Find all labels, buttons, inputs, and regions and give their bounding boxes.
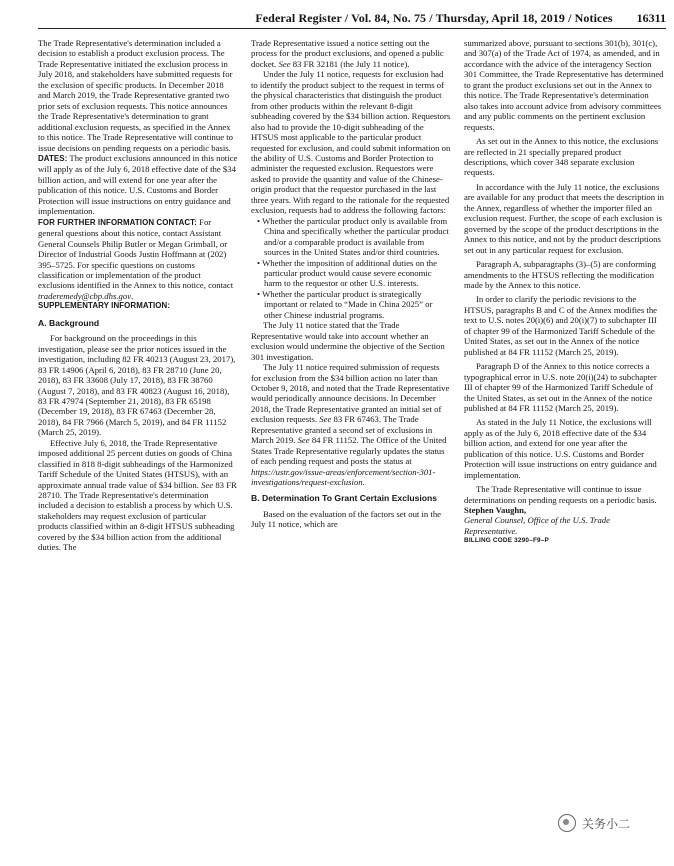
column-2 xyxy=(251,38,451,830)
paragraph: The Trade Representative's determination included a decision to establish a product exclusion process. The Trade Representative initiated the exclusion process in July 2018, and stakeholders have submitted requests for the exclusion of specific products. In December 2018 and March 2019, the Trade Representative granted two prior sets of exclusion requests. This notice announces the Trade Representative's determination to grant additional exclusion requests, as specified in the Annex to this notice. The Trade Representative will continue to issue decisions on pending requests on a periodic basis. xyxy=(38,38,234,153)
paragraph: As stated in the July 11 Notice, the exclusions will apply as of the July 6, 2018 effective date of the $34 billion action, and extend for one year after the publication of this notice. U.S. Customs and Border Protection will issue instructions on entry guidance and implementation. xyxy=(464,417,657,480)
paragraph: Paragraph A, subparagraphs (3)–(5) are conforming amendments to the HTSUS reflecting the modification made by the Annex to this notice. xyxy=(464,259,656,290)
paragraph: As set out in the Annex to this notice, the exclusions are reflected in 21 specially prepared product descriptions, which cover 348 separate exclusion requests. xyxy=(464,136,659,178)
watermark-text: 关务小二 xyxy=(582,816,631,831)
paragraph xyxy=(251,362,451,487)
signature-title: General Counsel, Office of the U.S. Trade Representative. xyxy=(464,515,610,536)
page-header xyxy=(38,2,666,26)
text-run: Effective July 6, 2018, the Trade Representative imposed additional 25 percent duties on goods of China classified in 818 8-digit subheadings of the Harmonized Tariff Schedule of the United States (HTSUS), with an approximate annual trade value of $34 billion. xyxy=(38,437,233,490)
text-run: The July 11 notice required submission of requests for exclusion from the $34 billion action no later than October 9, 2018, and noted that the Trade Representative would periodically announce decisions. In December 2018, the Trade Representative granted an initial set of exclusion requests. xyxy=(251,362,450,425)
paragraph: In order to clarify the periodic revisions to the HTSUS, paragraphs B and C of the Annex modifies the text to U.S. notes 20(i)(6) and 20(i)(7) to subchapter III of chapter 99 of the Harmonized Tariff Schedule of the United States, as set out in the Annex of the notice published at 84 FR 11152 (March 25, 2019). xyxy=(464,294,658,357)
column-3 xyxy=(464,38,664,830)
paragraph: summarized above, pursuant to sections 301(b), 301(c), and 307(a) of the Trade Act of 1974, as amended, and in accordance with the advice of the interagency Section 301 Committee, the Trade Representative has determined to grant the product exclusions set out in the Annex to this notice. The Trade Representative's determination also takes into account advice from advisory committees and any public comments on the pertinent exclusion requests. xyxy=(464,38,664,132)
text-run: 83 FR 28710. The Trade Representative's determination included a decision to establish a process by which U.S. stakeholders may request exclusion of particular products classified within an 8-digit HTSUS subheading covered by the $34 billion action from the additional duties. The xyxy=(38,479,237,553)
text-run: Trade Representative issued a notice setting out the process for the product exclusions, and opened a public docket. xyxy=(251,38,444,69)
column-1 xyxy=(38,38,238,830)
wechat-logo-icon xyxy=(558,814,576,832)
ustr-url-link[interactable]: https://ustr.gov/issue-areas/enforcement/section-301-investigations/request-exclusion xyxy=(251,466,436,488)
document-body xyxy=(38,38,666,830)
bullet-item: • Whether the particular product only is available from China and specifically whether the particular product and/or a comparable product is available from sources in the United States and/or third countries. xyxy=(257,215,449,258)
header-rule xyxy=(38,28,666,29)
journal-citation: Federal Register / Vol. 84, No. 75 / Thursday, April 18, 2019 / Notices xyxy=(255,11,613,25)
see-citation: See xyxy=(201,479,214,490)
paragraph: For background on the proceedings in this investigation, please see the prior notices issued in the investigation, including 82 FR 40213 (August 23, 2017), 83 FR 14906 (April 6, 2018), 83 FR 28710 (June 20, 2018), 83 FR 33608 (July 17, 2018), 83 FR 38760 (August 7, 2018), and 83 FR 40823 (August 16, 2018), 83 FR 47974 (September 21, 2018), 83 FR 65198 (December 19, 2018), 83 FR 67463 (December 28, 2018), 84 FR 7966 (March 5, 2019), and 84 FR 11152 (March 25, 2019). xyxy=(38,333,236,438)
bullet-text: Whether the particular product only is available from China and specifically whether the particular product and/or a comparable product is available from sources in the United States and/or third countries. xyxy=(262,215,449,258)
contact-label: FOR FURTHER INFORMATION CONTACT: xyxy=(38,217,197,227)
text-run: 83 FR 32181 (the July 11 notice). xyxy=(290,58,410,69)
punctuation: . xyxy=(362,477,365,488)
bullet-item: • Whether the imposition of additional duties on the particular product would cause severe economic harm to the requestor or other U.S. interests. xyxy=(257,257,437,289)
punctuation: . xyxy=(131,290,134,301)
section-heading-determination: B. Determination To Grant Certain Exclusions xyxy=(251,493,438,504)
paragraph: Paragraph D of the Annex to this notice corrects a typographical error in U.S. note 20(i)(24) to subchapter III of chapter 99 of the Harmonized Tariff Schedule of the United States, as set out in the Annex of the notice published at 84 FR 11152 (March 25, 2019). xyxy=(464,361,657,413)
contact-email-link[interactable]: traderemedy@cbp.dhs.gov xyxy=(38,290,132,301)
paragraph: In accordance with the July 11 notice, the exclusions are available for any product that meets the description in the Annex, regardless of whether the importer filed an exclusion request. Further, the scope of each exclusion is governed by the scope of the product descriptions in the Annex to this notice, and not by the product descriptions set out in any particular request for exclusion. xyxy=(464,181,664,255)
paragraph xyxy=(251,38,451,69)
dates-paragraph xyxy=(38,153,238,217)
text-run: 83 FR 67463. The Trade Representative granted a second set of exclusions in March 2019. xyxy=(251,414,433,446)
bullet-text: Whether the particular product is strategically important or related to “Made in China 2025” or other Chinese industrial programs. xyxy=(262,288,433,320)
section-heading-background: A. Background xyxy=(38,317,100,328)
dates-text: The product exclusions announced in this notice will apply as of the July 6, 2018 effective date of the $34 billion action, and will extend for one year after the publication of this notice. U.S. Customs and Border Protection will issue instructions on entry guidance and implementation. xyxy=(38,152,238,217)
paragraph xyxy=(38,438,238,553)
page-number: 16311 xyxy=(636,11,666,25)
contact-paragraph xyxy=(38,217,238,302)
paragraph: Based on the evaluation of the factors set out in the July 11 notice, which are xyxy=(251,508,442,530)
see-citation: See xyxy=(319,414,332,425)
paragraph: The Trade Representative will continue to issue determinations on pending requests on a periodic basis. xyxy=(464,484,657,505)
bullet-text: Whether the imposition of additional duties on the particular product would cause severe economic harm to the requestor or other U.S. interests. xyxy=(262,257,437,289)
dates-label: DATES: xyxy=(38,153,68,163)
billing-code: BILLING CODE 3290–F9–P xyxy=(464,537,550,545)
watermark xyxy=(558,814,630,832)
paragraph: The July 11 notice stated that the Trade Representative would take into account whether an exclusion would undermine the objective of the Section 301 investigation. xyxy=(251,320,445,362)
supplementary-label: SUPPLEMENTARY INFORMATION: xyxy=(38,301,171,311)
bullet-item: • Whether the particular product is strategically important or related to “Made in China 2025” or other Chinese industrial programs. xyxy=(257,288,433,320)
see-citation: See xyxy=(297,435,310,446)
signature-name: Stephen Vaughn, xyxy=(464,505,527,516)
text-run: 84 FR 11152. The Office of the United States Trade Representative regularly updates the status of each pending request and posts the status at xyxy=(251,435,447,467)
contact-text: For general questions about this notice, contact Assistant General Counsels Philip Butler or Megan Grimball, or Director of Industrial Goods Justin Hoffmann at (202) 395–5725. For specific questions on customs classification or implementation of the product exclusions identified in the Annex to this notice, contact xyxy=(38,216,234,291)
paragraph: Under the July 11 notice, requests for exclusion had to identify the product subject to the request in terms of the physical characteristics that distinguish the product from other products within the relevant 8-digit subheading covered by the $34 billion action. Requestors also had to provide the 10-digit subheading of the HTSUS most applicable to the particular product requested for exclusion, and could submit information on the ability of U.S. Customs and Border Protection to administer the requested exclusion. Requestors were asked to provide the quantity and value of the Chinese-origin product that the requestor purchased in the last three years. With regard to the rationale for the requested exclusion, requests had to address the following factors: xyxy=(251,69,451,216)
see-citation: See xyxy=(278,58,291,69)
